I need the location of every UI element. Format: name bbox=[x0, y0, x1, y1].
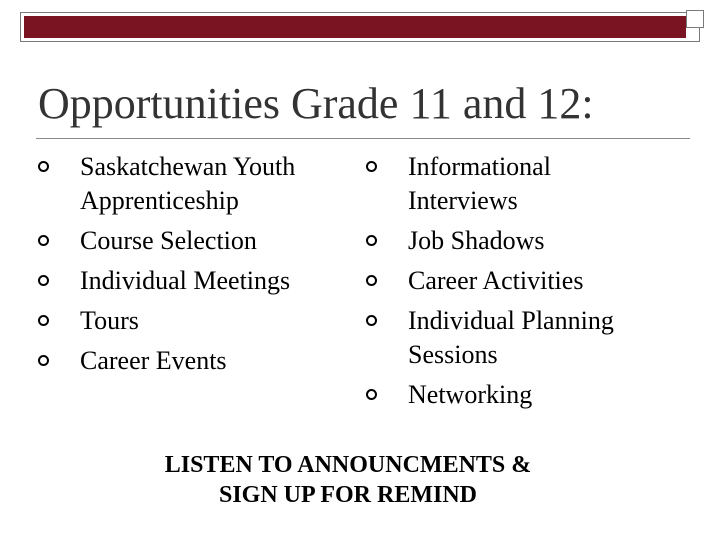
list-item bbox=[38, 150, 338, 218]
title-divider bbox=[36, 138, 690, 139]
list-item-label: Tours bbox=[80, 306, 139, 335]
hollow-circle-bullet-icon bbox=[366, 275, 377, 286]
list-item-label: Career Activities bbox=[408, 266, 584, 295]
right-bullet-list bbox=[366, 150, 666, 418]
left-bullet-list bbox=[38, 150, 338, 384]
list-item bbox=[366, 304, 666, 372]
list-item bbox=[38, 224, 338, 258]
list-item bbox=[366, 378, 666, 412]
slide-title: Opportunities Grade 11 and 12: bbox=[38, 79, 594, 128]
list-item-label: Informational Interviews bbox=[408, 152, 551, 215]
list-item-label: Job Shadows bbox=[408, 226, 545, 255]
footer-line-2: SIGN UP FOR REMIND bbox=[218, 482, 477, 508]
list-item-label: Career Events bbox=[80, 346, 227, 375]
list-item-label: Saskatchewan Youth Apprenticeship bbox=[80, 152, 296, 215]
list-item bbox=[366, 150, 666, 218]
list-item-label: Individual Planning Sessions bbox=[408, 306, 614, 369]
list-item-label: Individual Meetings bbox=[80, 266, 291, 295]
list-item bbox=[366, 224, 666, 258]
hollow-circle-bullet-icon bbox=[366, 315, 377, 326]
hollow-circle-bullet-icon bbox=[38, 275, 49, 286]
hollow-circle-bullet-icon bbox=[366, 161, 377, 172]
hollow-circle-bullet-icon bbox=[366, 389, 377, 400]
footer-line-1: LISTEN TO ANNOUNCMENTS & bbox=[164, 452, 532, 478]
header-bar bbox=[24, 16, 686, 38]
hollow-circle-bullet-icon bbox=[38, 235, 49, 246]
announcement-footer bbox=[0, 450, 696, 510]
list-item bbox=[38, 264, 338, 298]
list-item bbox=[38, 344, 338, 378]
list-item bbox=[366, 264, 666, 298]
corner-square-decoration bbox=[686, 10, 704, 28]
hollow-circle-bullet-icon bbox=[38, 161, 49, 172]
hollow-circle-bullet-icon bbox=[366, 235, 377, 246]
hollow-circle-bullet-icon bbox=[38, 315, 49, 326]
list-item bbox=[38, 304, 338, 338]
list-item-label: Course Selection bbox=[80, 226, 257, 255]
hollow-circle-bullet-icon bbox=[38, 355, 49, 366]
list-item-label: Networking bbox=[408, 380, 533, 409]
